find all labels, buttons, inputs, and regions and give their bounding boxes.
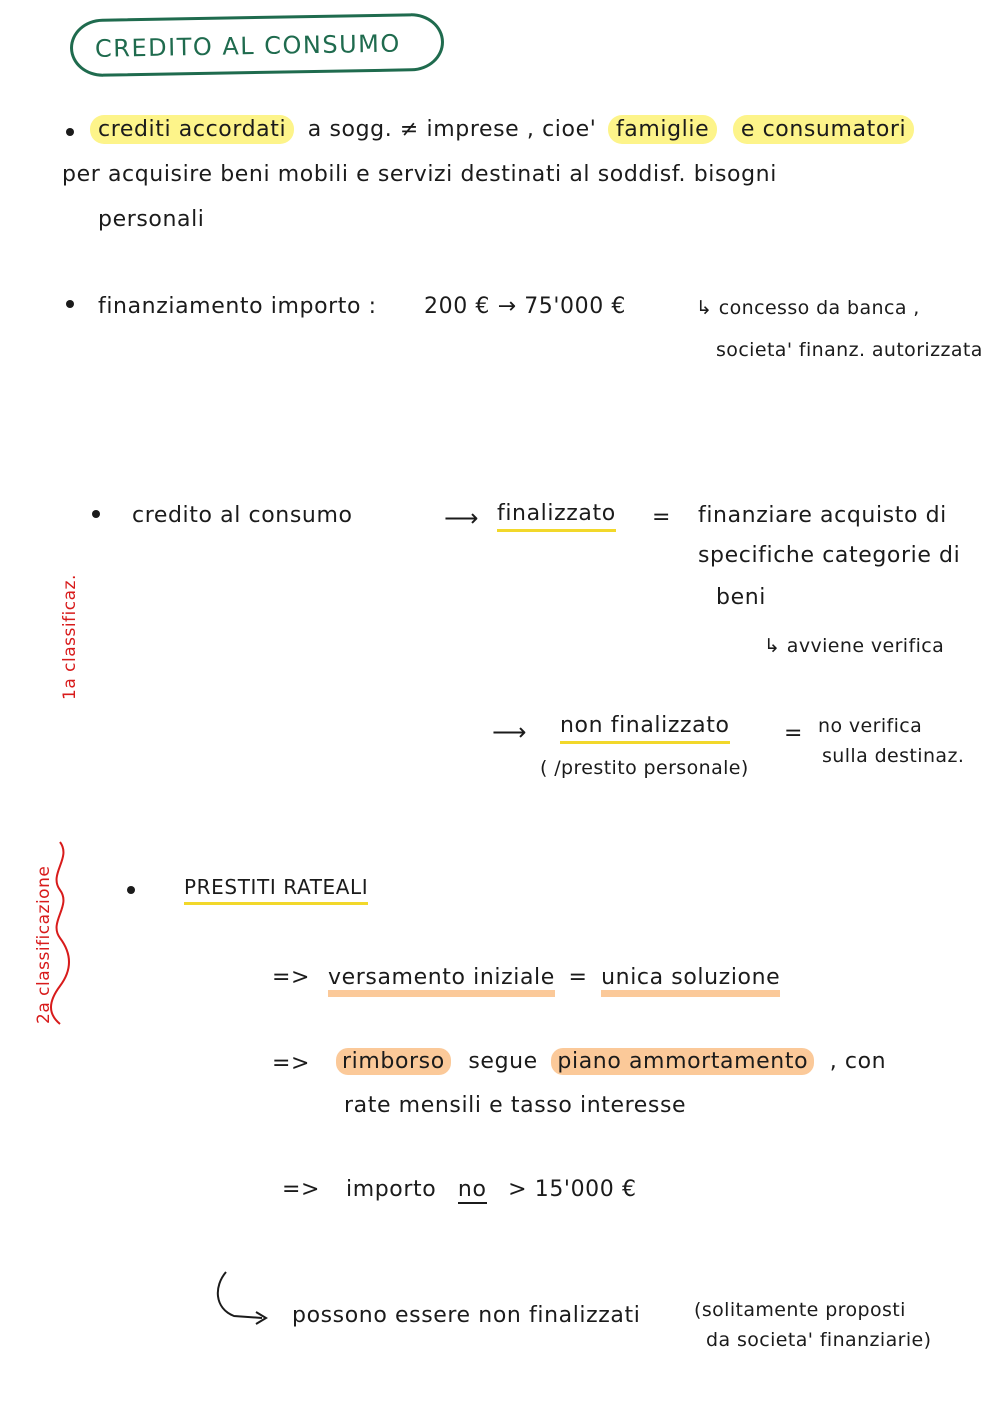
side-note-first-classification: 1a classificaz.	[60, 574, 80, 700]
footer-aside-line1: (solitamente proposti	[694, 1299, 906, 1321]
point2-text	[336, 1050, 886, 1074]
point3-arrow: =>	[282, 1177, 321, 1202]
granted-by-line2: societa' finanz. autorizzata	[716, 339, 983, 361]
section1-line2: per acquisire beni mobili e servizi destinati al soddisf. bisogni	[62, 162, 777, 187]
bullet-dot	[66, 300, 74, 308]
point1-arrow: =>	[272, 965, 311, 990]
amount-limit: > 15'000 €	[508, 1177, 637, 1202]
side-note-second-classification: 2a classificazione	[34, 865, 54, 1024]
section1-line1	[90, 118, 914, 142]
consumer-credit-label: credito al consumo	[132, 503, 353, 528]
bullet-dot	[127, 886, 135, 894]
installment-loans-title	[184, 876, 368, 900]
highlight-crediti-accordati: crediti accordati	[90, 115, 294, 144]
granted-by-line1: concesso da banca ,	[718, 297, 920, 319]
arrow-right-icon: ⟶	[492, 718, 527, 746]
amortization-plan-term: piano ammortamento	[551, 1048, 814, 1075]
footer-note: possono essere non finalizzati	[292, 1303, 641, 1328]
finalized-definition-line3: beni	[716, 585, 766, 610]
amount-term: importo	[346, 1177, 437, 1202]
finalized-term: finalizzato	[497, 501, 616, 532]
hook-arrow-icon	[212, 1268, 272, 1328]
equals-sign: =	[652, 505, 672, 530]
finalized-title	[497, 502, 616, 526]
non-finalized-term: non finalizzato	[560, 713, 730, 744]
point2-with: , con	[829, 1049, 887, 1074]
section1-line3: personali	[98, 207, 205, 232]
bullet-dot	[66, 128, 74, 136]
personal-loan-alias: ( /prestito personale)	[540, 757, 749, 779]
point1-text	[328, 966, 780, 990]
point2-verb: segue	[468, 1049, 538, 1074]
point3-text	[346, 1178, 637, 1202]
highlight-famiglie: famiglie	[608, 115, 717, 144]
equals-sign: =	[784, 721, 804, 746]
initial-payment-term: versamento iniziale	[328, 965, 555, 997]
arrow-right-icon: ⟶	[444, 504, 479, 532]
point2-line2: rate mensili e tasso interesse	[344, 1093, 687, 1118]
finalized-definition-line1: finanziare acquisto di	[698, 503, 947, 528]
page-title: CREDITO AL CONSUMO	[94, 29, 402, 63]
no-term: no	[457, 1177, 487, 1202]
hook-arrow-icon: ↳	[764, 635, 781, 657]
single-solution-term: unica soluzione	[601, 965, 780, 997]
financing-range: 200 € → 75'000 €	[424, 294, 627, 319]
repayment-term: rimborso	[336, 1048, 451, 1075]
point1-equals: =	[568, 965, 588, 990]
red-squiggle-mark	[40, 838, 80, 1028]
financing-amount-label: finanziamento importo :	[98, 294, 377, 319]
non-finalized-definition-line1: no verifica	[818, 715, 923, 737]
title-frame	[70, 13, 445, 78]
hook-arrow-icon: ↳	[696, 297, 713, 319]
bullet-dot	[92, 510, 100, 518]
verification-note	[764, 636, 944, 657]
installment-loans-term: PRESTITI RATEALI	[184, 875, 368, 905]
finalized-definition-line2: specifiche categorie di	[698, 543, 961, 568]
footer-aside-line2: da societa' finanziarie)	[706, 1329, 932, 1351]
granted-by-note	[696, 298, 920, 319]
non-finalized-definition-line2: sulla destinaz.	[822, 745, 965, 767]
verification-text: avviene verifica	[786, 635, 945, 657]
line1-middle-text: a sogg. ≠ imprese , cioe'	[307, 117, 597, 142]
highlight-consumatori: e consumatori	[733, 115, 914, 144]
point2-arrow: =>	[272, 1051, 311, 1076]
non-finalized-title	[560, 714, 730, 738]
